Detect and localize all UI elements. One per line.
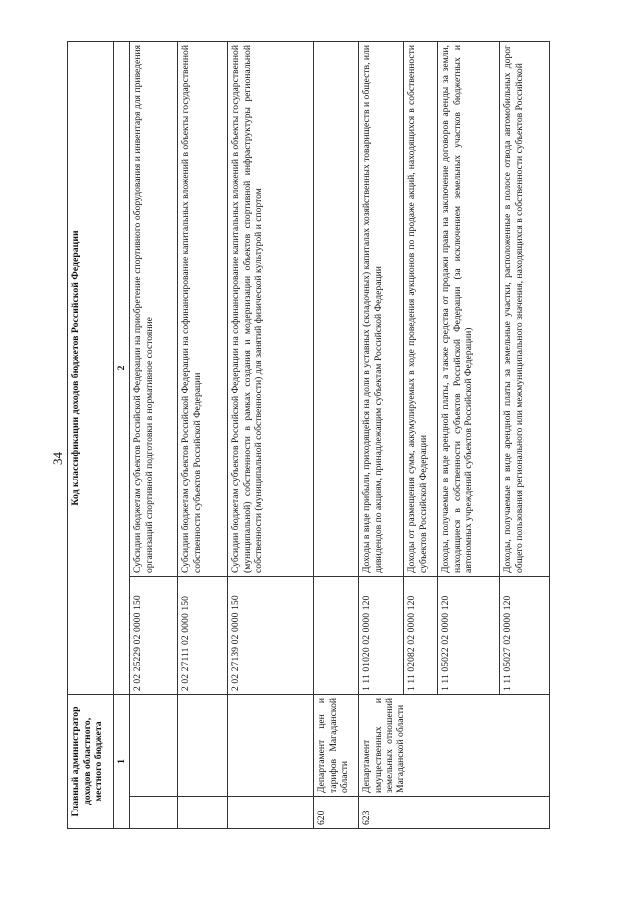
column-number-1: 1 xyxy=(114,694,130,828)
revenue-code: 1 11 01020 02 0000 120 xyxy=(359,576,404,694)
revenue-code: 2 02 27111 02 0000 150 xyxy=(178,576,228,694)
admin-name: Департамент имущественных и земельных отношений Магаданской области xyxy=(359,694,550,796)
revenue-code: 1 11 05022 02 0000 120 xyxy=(438,576,500,694)
revenue-description: Доходы, получаемые в виде арендной платы за земельные участки, расположенные в полосе отвода автомобильных дорог общего пользования регионального или межмуниципального значения, находящихся в собственности субъектов Российской xyxy=(500,42,550,577)
revenue-description: Доходы, получаемые в виде арендной платы, а также средства от продажи права на заключение договоров аренды за земли, находящиеся в собственности субъектов Российской Федерации (за исключением земельных участков бюджетных и автономных учреждений субъектов Российской Федерации) xyxy=(438,42,500,577)
empty-cell xyxy=(228,694,314,796)
revenue-description: Субсидии бюджетам субъектов Российской Федерации на софинансирование капитальных вложений в объекты государственной (муниципальной) собственности в рамках создания и модернизации объектов спортивной инфраструктуры региональной собственности (муниципальной собственности) для занятий физической культурой и спортом xyxy=(228,42,314,577)
table-row xyxy=(359,42,404,829)
column-number-row xyxy=(114,42,130,829)
empty-cell xyxy=(130,694,178,796)
table-row xyxy=(178,42,228,829)
empty-cell xyxy=(130,797,178,829)
revenue-code: 1 11 02082 02 0000 120 xyxy=(404,576,438,694)
revenue-code: 2 02 25229 02 0000 150 xyxy=(130,576,178,694)
header-admin: Главный администратор доходов областного, местного бюджета xyxy=(68,694,114,828)
empty-cell xyxy=(178,797,228,829)
table-header-row xyxy=(68,42,114,829)
revenue-description: Субсидии бюджетам субъектов Российской Федерации на софинансирование капитальных вложений в объекты государственной собственности субъектов Российской Федерации xyxy=(178,42,228,577)
table-row xyxy=(228,42,314,829)
page-number: 34 xyxy=(50,452,65,465)
revenue-code: 1 11 05027 02 0000 120 xyxy=(500,576,550,694)
empty-cell xyxy=(178,694,228,796)
revenue-description: Доходы в виде прибыли, приходящейся на доли в уставных (складочных) капиталах хозяйственных товариществ и обществ, или дивидендов по акциям, принадлежащим субъектам Российской Федерации xyxy=(359,42,404,577)
column-number-2: 2 xyxy=(114,42,130,695)
table-row xyxy=(130,42,178,829)
admin-number: 620 xyxy=(314,797,359,829)
revenue-code: 2 02 27139 02 0000 150 xyxy=(228,576,314,694)
admin-name: Департамент цен и тарифов Магаданской области xyxy=(314,694,359,796)
revenue-description: Доходы от размещения сумм, аккумулируемых в ходе проведения аукционов по продаже акций, находящихся в собственности субъектов Российской Федерации xyxy=(404,42,438,577)
revenue-classification-table xyxy=(67,41,550,829)
empty-cell xyxy=(314,576,359,694)
empty-cell xyxy=(228,797,314,829)
revenue-description: Субсидии бюджетам субъектов Российской Федерации на приобретение спортивного оборудования и инвентаря для приведения организаций спортивной подготовки в нормативное состояние xyxy=(130,42,178,577)
empty-cell xyxy=(314,42,359,577)
admin-number: 623 xyxy=(359,797,550,829)
table-row xyxy=(314,42,359,829)
header-code-classification: Код классификации доходов бюджетов Российской Федерации xyxy=(68,42,114,695)
